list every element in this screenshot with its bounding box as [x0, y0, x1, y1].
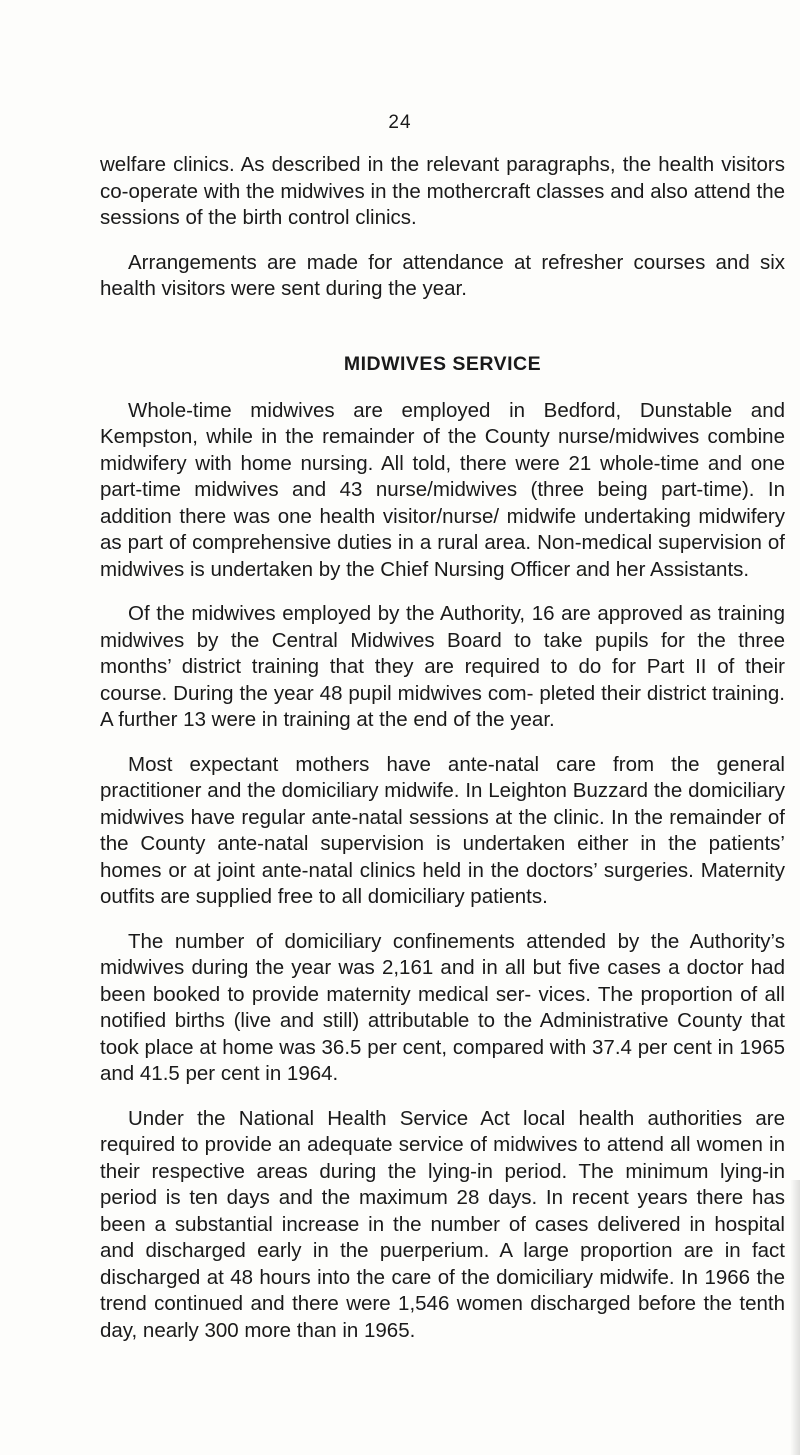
page-edge-shadow	[790, 1180, 800, 1455]
paragraph-intro-continuation: welfare clinics. As described in the relevant paragraphs, the health visitors co-operate with the midwives in the mothercraft classes and also attend the sessions of the birth control clinics.	[100, 153, 785, 229]
paragraph-midwives-employment: Whole-time midwives are employed in Bedford, Dunstable and Kempston, while in the remainder of the County nurse/midwives combine midwifery with home nursing. All told, there were 21 whole-time and one part-time midwives and 43 nurse/midwives (three being part-time). In addition there was one health visitor/nurse/ midwife undertaking midwifery as part of comprehensive duties in a rural area. Non-medical supervision of midwives is undertaken by the Chief Nursing Officer and her Assistants.	[100, 398, 785, 581]
paragraph-ante-natal-care: Most expectant mothers have ante-natal care from the general practitioner and the domiciliary midwife. In Leighton Buzzard the domiciliary midwives have regular ante-natal sessions at the clinic. In the remainder of the County ante-natal supervision is undertaken either in the patients’ homes or at joint ante-natal clinics held in the doctors’ surgeries. Maternity outfits are supplied free to all domiciliary patients.	[100, 752, 785, 908]
body-text	[100, 152, 785, 1362]
page-number: 24	[388, 112, 412, 133]
paragraph-training-midwives: Of the midwives employed by the Authority, 16 are approved as training midwives by the Central Midwives Board to take pupils for the three months’ district training that they are required to do for Part II of their course. During the year 48 pupil midwives com- pleted their district training. A further 13 were in training at the end of the year.	[100, 602, 785, 731]
paragraph-refresher-courses: Arrangements are made for attendance at refresher courses and six health visitors were sent during the year.	[100, 250, 785, 300]
paragraph-domiciliary-confinements: The number of domiciliary confinements attended by the Authority’s midwives during the year was 2,161 and in all but five cases a doctor had been booked to provide maternity medical ser- vices. The proportion of all notified births (live and still) attributable to the Administrative County that took place at home was 36.5 per cent, compared with 37.4 per cent in 1965 and 41.5 per cent in 1964.	[100, 929, 785, 1085]
paragraph-lying-in-period: Under the National Health Service Act local health authorities are required to provide an adequate service of midwives to attend all women in their respective areas during the lying-in period. The minimum lying-in period is ten days and the maximum 28 days. In recent years there has been a substantial increase in the number of cases delivered in hospital and discharged early in the puerperium. A large proportion are in fact discharged at 48 hours into the care of the domiciliary midwife. In 1966 the trend continued and there were 1,546 women discharged before the tenth day, nearly 300 more than in 1965.	[100, 1106, 785, 1342]
section-heading: MIDWIVES SERVICE	[343, 352, 542, 375]
